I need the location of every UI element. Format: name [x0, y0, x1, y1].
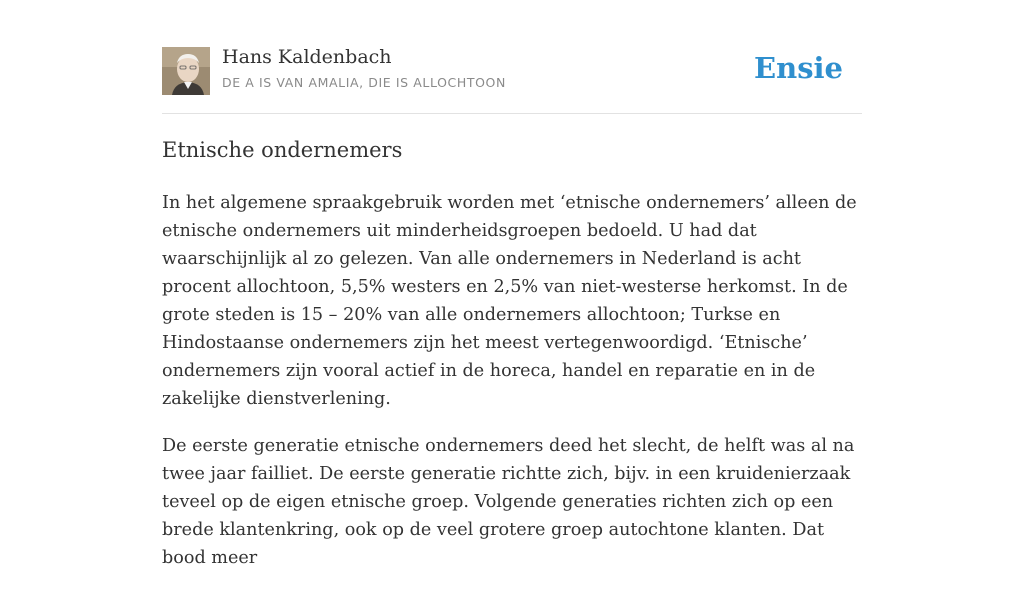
ensie-logo[interactable]: Ensie: [754, 51, 843, 85]
author-title[interactable]: DE A IS VAN AMALIA, DIE IS ALLOCHTOON: [222, 75, 506, 90]
article-title: Etnische ondernemers: [162, 138, 403, 162]
article-body: [162, 189, 862, 591]
article-paragraph: In het algemene spraakgebruik worden met ‘etnische ondernemers’ alleen de etnische ondernemers uit minderheidsgroepen bedoeld. U had dat waarschijnlijk al zo gelezen. Van alle ondernemers in Nederland is acht procent allochtoon, 5,5% westers en 2,5% van niet-westerse herkomst. In de grote steden is 15 – 20% van alle ondernemers allochtoon; Turkse en Hindostaanse ondernemers zijn het meest vertegenwoordigd. ‘Etnische’ ondernemers zijn vooral actief in de horeca, handel en reparatie en in de zakelijke dienstverlening.: [162, 193, 857, 409]
page: [162, 0, 862, 568]
author-name[interactable]: Hans Kaldenbach: [222, 46, 392, 68]
author-avatar[interactable]: [162, 47, 210, 95]
article-paragraph: De eerste generatie etnische ondernemers deed het slecht, de helft was al na twee jaar failliet. De eerste generatie richtte zich, bijv. in een kruidenierzaak teveel op de eigen etnische groep. Volgende generaties richten zich op een brede klantenkring, ook op de veel grotere groep autochtone klanten. Dat bood meer: [162, 436, 855, 568]
header: [162, 0, 862, 114]
author-portrait: [162, 47, 210, 95]
